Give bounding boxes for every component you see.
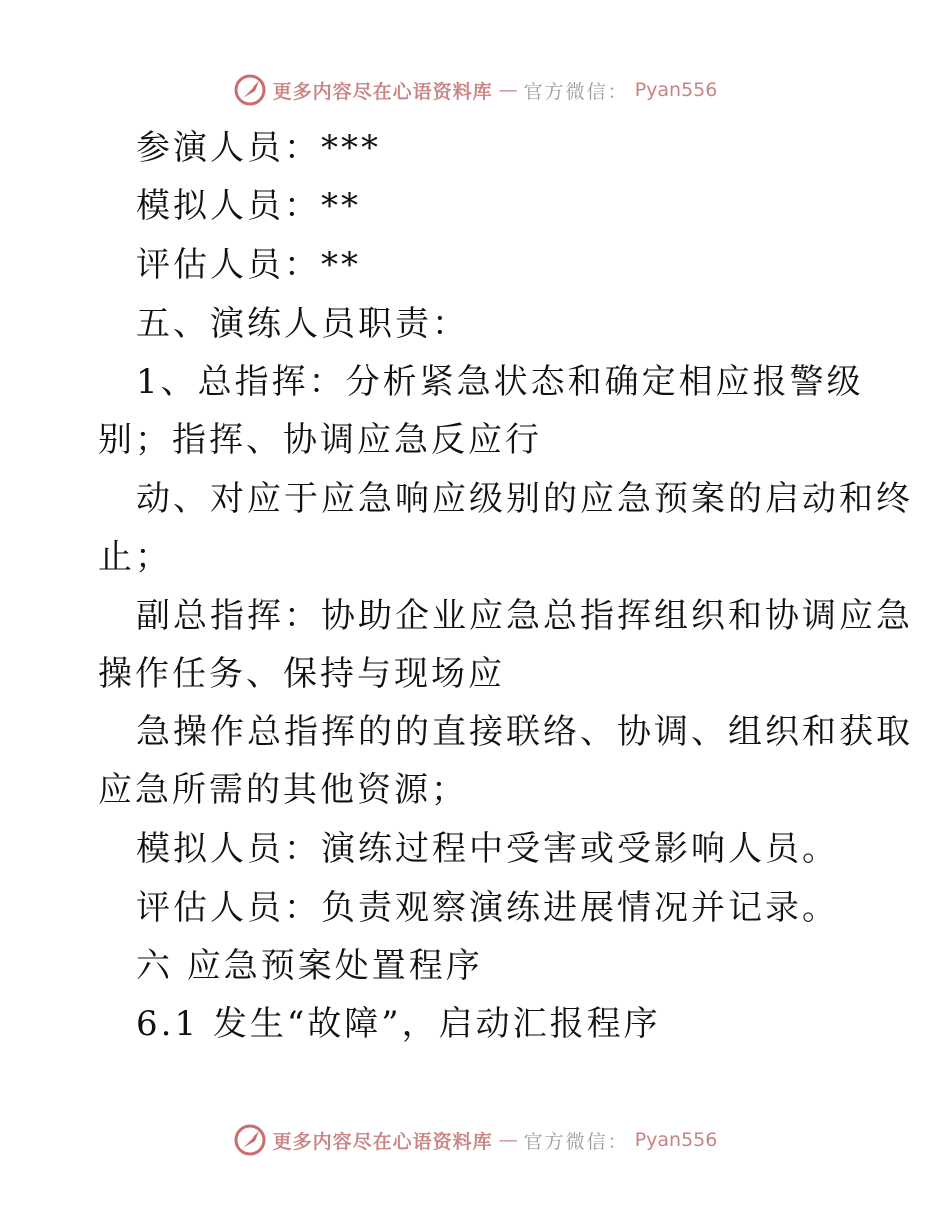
text-line: 操作任务、保持与现场应 (98, 654, 505, 694)
text-line: 别；指挥、协调应急反应行 (98, 420, 542, 460)
text-line: 评估人员：负责观察演练进展情况并记录。 (136, 888, 839, 928)
text-line: 1、总指挥：分析紧急状态和确定相应报警级 (136, 362, 864, 402)
text-line: 副总指挥：协助企业应急总指挥组织和协调应急 (136, 596, 913, 636)
quill-logo-icon (233, 1123, 267, 1157)
section-heading: 六 应急预案处置程序 (136, 946, 483, 986)
text-line: 应急所需的其他资源； (98, 770, 468, 810)
text-line: 模拟人员：演练过程中受害或受影响人员。 (136, 829, 839, 869)
text-line: 参演人员：*** (136, 128, 381, 168)
section-heading: 五、演练人员职责： (136, 304, 469, 344)
text-line: 急操作总指挥的的直接联络、协调、组织和获取 (136, 712, 913, 752)
quill-logo-icon (233, 73, 267, 107)
text-line: 评估人员：** (136, 245, 361, 285)
text-line: 止； (98, 537, 172, 577)
banner-dash: — (498, 79, 518, 101)
banner-brand-text: 更多内容尽在心语资料库 (272, 1130, 493, 1153)
banner-dash: — (498, 1129, 518, 1151)
section-heading: 6.1 发生“故障”，启动汇报程序 (136, 1004, 661, 1044)
banner-brand-text: 更多内容尽在心语资料库 (272, 80, 493, 103)
banner-wechat-label: 官方微信： (523, 80, 629, 103)
banner-wechat-id: Pyan556 (634, 1129, 718, 1151)
text-line: 动、对应于应急响应级别的应急预案的启动和终 (136, 479, 913, 519)
banner-wechat-id: Pyan556 (634, 79, 718, 101)
banner-wechat-label: 官方微信： (523, 1130, 629, 1153)
text-line: 模拟人员：** (136, 186, 361, 226)
header-banner (0, 70, 950, 110)
footer-banner (0, 1120, 950, 1160)
